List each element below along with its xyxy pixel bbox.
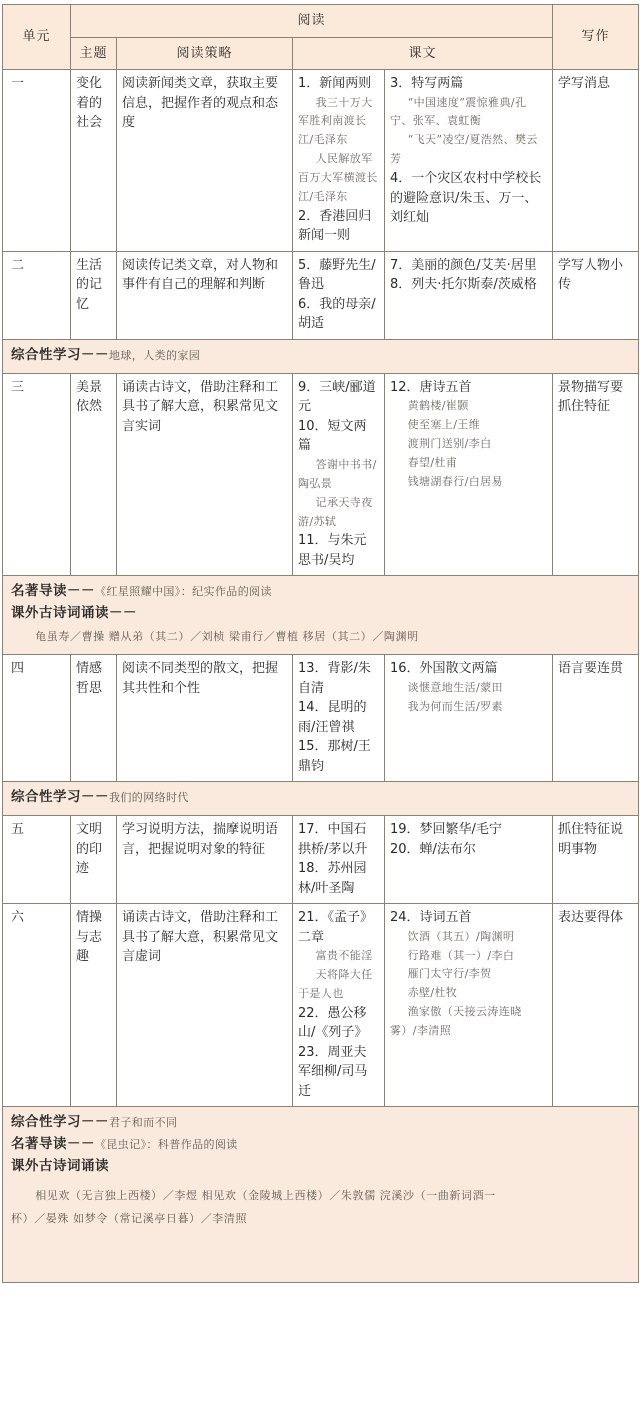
banner-label: 综合性学习－－: [11, 789, 109, 806]
text-entry: 11．与朱元思书/吴均: [298, 533, 367, 568]
text-entry: 2．香港回归新闻一则: [298, 208, 372, 244]
banner-text: [11, 1156, 630, 1184]
header-theme: 主题: [71, 37, 117, 70]
text-subentry: 春望/杜甫: [407, 456, 458, 470]
banner-closing-cell: [3, 1107, 639, 1283]
text-entry: 7．美丽的颜色/艾芙·居里: [390, 257, 537, 273]
table-header: [3, 5, 639, 70]
text-entry: 20．蝉/法布尔: [390, 841, 476, 857]
text-subentry: 雁门太守行/李贺: [407, 967, 492, 981]
text-entry: 17．中国石拱桥/茅以升: [298, 822, 368, 857]
banner-label: 课外古诗词诵读: [11, 1158, 109, 1175]
text-subentry: 记承天寺夜游/苏轼: [298, 495, 373, 528]
header-reading-group: 阅读: [71, 5, 553, 38]
banner-comprehensive-2: [3, 782, 639, 816]
banner-label: 名著导读－－: [11, 1136, 95, 1153]
text-subentry: 钱塘湖春行/白居易: [407, 474, 503, 488]
unit-strategy: 诵读古诗文，借助注释和工具书了解大意，积累常见文言实词: [117, 373, 293, 576]
header-strategy: 阅读策略: [117, 37, 293, 70]
unit-theme: 文明的印迹: [71, 816, 117, 904]
text-entry: 22．愚公移山/《列子》: [298, 1005, 368, 1041]
banner-text: [11, 345, 630, 367]
unit-theme: 情操与志趣: [71, 904, 117, 1107]
unit-strategy: 诵读古诗文，借助注释和工具书了解大意，积累常见文言虚词: [117, 904, 293, 1107]
text-subentry: 使至塞上/王维: [407, 418, 481, 432]
table-row: [3, 373, 639, 576]
banner-label: 综合性学习－－: [11, 1114, 109, 1131]
text-entry: 19．梦回繁华/毛宁: [390, 822, 502, 838]
banner-label: 综合性学习－－: [11, 346, 109, 363]
text-subentry: 渔家傲（天接云涛连晓雾）/李清照: [390, 1005, 522, 1038]
unit-strategy: 学习说明方法，揣摩说明语言，把握说明对象的特征: [117, 816, 293, 904]
banner-classics-1: [3, 576, 639, 655]
text-entry: 15．那树/王鼎钧: [298, 739, 371, 774]
banner-poem-list: 杯）／晏殊 如梦令（常记溪亭日暮）／李清照: [11, 1211, 248, 1225]
banner-tail: 我们的网络时代: [109, 791, 189, 805]
text-entry: 14．昆明的雨/汪曾祺: [298, 700, 367, 735]
unit-number: 五: [3, 816, 71, 904]
unit-theme: 生活的记忆: [71, 251, 117, 339]
table-row: [3, 816, 639, 904]
text-entry: 9．三峡/郦道元: [298, 379, 376, 415]
unit-texts-left: [293, 904, 385, 1107]
unit-strategy: 阅读传记类文章，对人物和事件有自己的理解和判断: [117, 251, 293, 339]
unit-theme: 变化着的社会: [71, 70, 117, 252]
header-writing: 写作: [553, 5, 639, 70]
unit-texts-right: [385, 655, 553, 782]
banner-closing: [3, 1107, 639, 1283]
banner-poem-list: 龟虽寿／曹操 赠从弟（其二）／刘桢 梁甫行／曹植 移居（其二）／陶渊明: [35, 630, 419, 644]
text-subentry: 饮酒（其五）/陶渊明: [407, 929, 515, 943]
banner-text: [11, 1112, 630, 1134]
unit-writing: 语言要连贯: [553, 655, 639, 782]
banner-spacer: [11, 1230, 630, 1276]
banner-text: [11, 603, 630, 625]
unit-texts-left: [293, 251, 385, 339]
curriculum-table: [2, 4, 639, 1283]
table-row: [3, 251, 639, 339]
text-entry: 24．诗词五首: [390, 910, 472, 926]
unit-texts-right: [385, 373, 553, 576]
banner-text: [11, 581, 630, 603]
unit-texts-left: [293, 70, 385, 252]
text-entry: 16．外国散文两篇: [390, 661, 498, 677]
text-subentry: 赤壁/杜牧: [407, 986, 458, 1000]
table-row: [3, 655, 639, 782]
banner-label: 名著导读－－: [11, 583, 95, 600]
unit-texts-left: [293, 655, 385, 782]
unit-strategy: 阅读不同类型的散文，把握其共性和个性: [117, 655, 293, 782]
unit-number: 三: [3, 373, 71, 576]
text-subentry: 渡荆门送别/李白: [407, 437, 492, 451]
unit-writing: 景物描写要抓住特征: [553, 373, 639, 576]
banner-poem-list: 相见欢（无言独上西楼）／李煜 相见欢（金陵城上西楼）／朱敦儒 浣溪沙（一曲新词酒一: [35, 1188, 496, 1202]
text-subentry: 行路难（其一）/李白: [407, 948, 515, 962]
banner-tail: 地球，人类的家园: [109, 348, 201, 362]
text-entry: 6．我的母亲/胡适: [298, 296, 376, 332]
unit-writing: 学写消息: [553, 70, 639, 252]
text-entry: 3．特写两篇: [390, 76, 464, 91]
unit-theme: 美景依然: [71, 373, 117, 576]
table-row: [3, 70, 639, 252]
text-entry: 23．周亚夫军细柳/司马迁: [298, 1044, 368, 1099]
header-row-top: [3, 5, 639, 38]
unit-texts-right: [385, 904, 553, 1107]
text-subentry: 谈惬意地生活/蒙田: [407, 680, 503, 694]
text-entry: 4．一个灾区农村中学校长的避险意识/朱玉、万一、刘红灿: [390, 171, 542, 226]
text-entry: 12．唐诗五首: [390, 379, 472, 395]
unit-number: 六: [3, 904, 71, 1107]
text-subentry: 答谢中书书/陶弘景: [298, 457, 377, 490]
unit-texts-right: [385, 251, 553, 339]
banner-text: [11, 1134, 630, 1156]
text-entry: 5．藤野先生/鲁迅: [298, 257, 376, 293]
text-subentry: 我为何而生活/罗素: [407, 699, 503, 713]
banner-label: 课外古诗词诵读－－: [11, 605, 137, 622]
text-entry: 8．列夫·托尔斯泰/茨威格: [390, 277, 537, 293]
text-entry: 21．《孟子》二章: [298, 910, 374, 945]
unit-texts-right: [385, 70, 553, 252]
header-text: 课文: [293, 37, 553, 70]
unit-number: 二: [3, 251, 71, 339]
text-subentry: 我三十万大军胜利南渡长江/毛泽东: [298, 95, 373, 147]
header-row-bottom: [3, 37, 639, 70]
text-subentry: 富贵不能淫: [315, 949, 373, 963]
text-subentry: 天将降大任于是人也: [298, 968, 373, 1000]
text-subentry: 人民解放军百万大军横渡长江/毛泽东: [298, 152, 378, 204]
table-body: [3, 70, 639, 1283]
banner-comprehensive-2-cell: [3, 782, 639, 816]
text-entry: 10．短文两篇: [298, 418, 367, 454]
text-subentry: 黄鹤楼/崔颢: [407, 399, 469, 413]
banner-comprehensive-1-cell: [3, 339, 639, 373]
unit-number: 四: [3, 655, 71, 782]
text-entry: 18．苏州园林/叶圣陶: [298, 861, 367, 896]
banner-comprehensive-1: [3, 339, 639, 373]
text-subentry: “飞天”凌空/夏浩然、樊云芳: [390, 133, 538, 166]
unit-texts-left: [293, 816, 385, 904]
text-entry: 13．背影/朱自清: [298, 661, 371, 696]
unit-texts-left: [293, 373, 385, 576]
unit-theme: 情感哲思: [71, 655, 117, 782]
banner-tail: 君子和而不同: [109, 1116, 178, 1130]
banner-text: [11, 787, 630, 809]
text-subentry: “中国速度”震惊雅典/孔宁、张军、袁虹衡: [390, 95, 527, 128]
header-unit: 单元: [3, 5, 71, 70]
banner-tail: 《红星照耀中国》：纪实作品的阅读: [95, 585, 272, 599]
banner-tail: 《昆虫记》：科普作品的阅读: [95, 1138, 238, 1152]
unit-writing: 抓住特征说明事物: [553, 816, 639, 904]
table-row: [3, 904, 639, 1107]
unit-number: 一: [3, 70, 71, 252]
unit-texts-right: [385, 816, 553, 904]
banner-classics-1-cell: [3, 576, 639, 655]
text-entry: 1．新闻两则: [298, 76, 372, 91]
unit-writing: 表达要得体: [553, 904, 639, 1107]
unit-strategy: 阅读新闻类文章，获取主要信息，把握作者的观点和态度: [117, 70, 293, 252]
unit-writing: 学写人物小传: [553, 251, 639, 339]
